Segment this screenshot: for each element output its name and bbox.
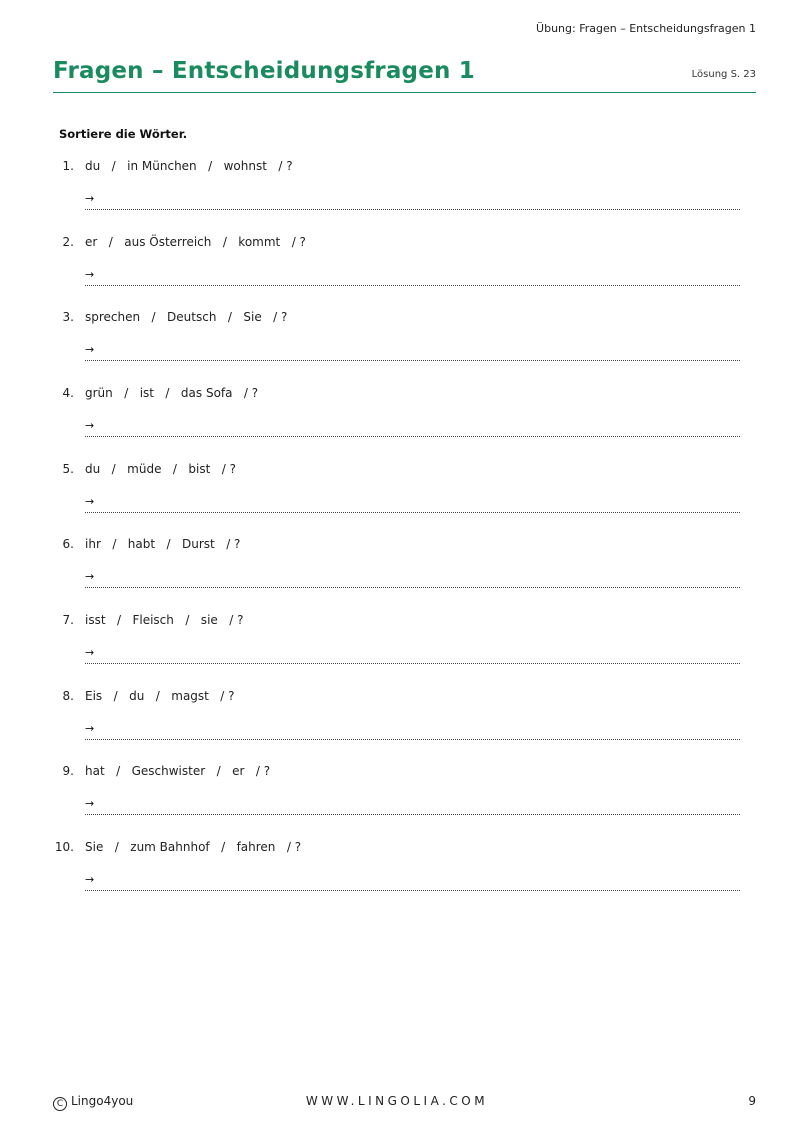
answer-line[interactable] (85, 739, 740, 740)
arrow-icon: → (85, 873, 95, 886)
solution-reference: Lösung S. 23 (691, 69, 756, 80)
page-number: 9 (748, 1094, 756, 1108)
exercise-number: 3. (62, 310, 74, 324)
exercise-words: er / aus Österreich / kommt / ? (85, 235, 306, 249)
exercise-item (0, 764, 794, 840)
exercise-words: isst / Fleisch / sie / ? (85, 613, 244, 627)
exercise-words: Sie / zum Bahnhof / fahren / ? (85, 840, 302, 854)
arrow-icon: → (85, 419, 95, 432)
arrow-icon: → (85, 343, 95, 356)
answer-line[interactable] (85, 814, 740, 815)
exercise-item (0, 613, 794, 689)
arrow-icon: → (85, 495, 95, 508)
exercise-item (0, 840, 794, 916)
arrow-icon: → (85, 797, 95, 810)
exercise-item (0, 159, 794, 235)
exercise-number: 5. (62, 462, 74, 476)
copyright-holder: Lingo4you (71, 1094, 134, 1108)
answer-line[interactable] (85, 360, 740, 361)
exercise-item (0, 462, 794, 538)
answer-line[interactable] (85, 285, 740, 286)
exercise-words: du / müde / bist / ? (85, 462, 236, 476)
answer-line[interactable] (85, 436, 740, 437)
exercise-item (0, 537, 794, 613)
answer-line[interactable] (85, 512, 740, 513)
exercise-item (0, 235, 794, 311)
exercise-number: 10. (54, 840, 74, 854)
exercise-words: hat / Geschwister / er / ? (85, 764, 271, 778)
exercise-item (0, 386, 794, 462)
exercise-words: Eis / du / magst / ? (85, 689, 235, 703)
exercise-words: grün / ist / das Sofa / ? (85, 386, 259, 400)
exercise-number: 8. (62, 689, 74, 703)
arrow-icon: → (85, 722, 95, 735)
title-divider (53, 92, 756, 93)
arrow-icon: → (85, 646, 95, 659)
exercise-words: sprechen / Deutsch / Sie / ? (85, 310, 288, 324)
exercise-number: 2. (62, 235, 74, 249)
exercise-number: 1. (62, 159, 74, 173)
exercise-words: du / in München / wohnst / ? (85, 159, 293, 173)
copyright-icon: C (53, 1097, 67, 1111)
exercise-number: 7. (62, 613, 74, 627)
arrow-icon: → (85, 570, 95, 583)
answer-line[interactable] (85, 209, 740, 210)
exercise-number: 4. (62, 386, 74, 400)
exercise-number: 6. (62, 537, 74, 551)
exercise-item (0, 310, 794, 386)
arrow-icon: → (85, 268, 95, 281)
answer-line[interactable] (85, 587, 740, 588)
footer-website: WWW.LINGOLIA.COM (305, 1094, 489, 1108)
running-header: Übung: Fragen – Entscheidungsfragen 1 (536, 22, 756, 35)
exercise-item (0, 689, 794, 765)
instruction-text: Sortiere die Wörter. (59, 127, 188, 141)
answer-line[interactable] (85, 663, 740, 664)
exercise-number: 9. (62, 764, 74, 778)
page-title: Fragen – Entscheidungsfragen 1 (53, 58, 475, 84)
exercise-words: ihr / habt / Durst / ? (85, 537, 241, 551)
answer-line[interactable] (85, 890, 740, 891)
arrow-icon: → (85, 192, 95, 205)
